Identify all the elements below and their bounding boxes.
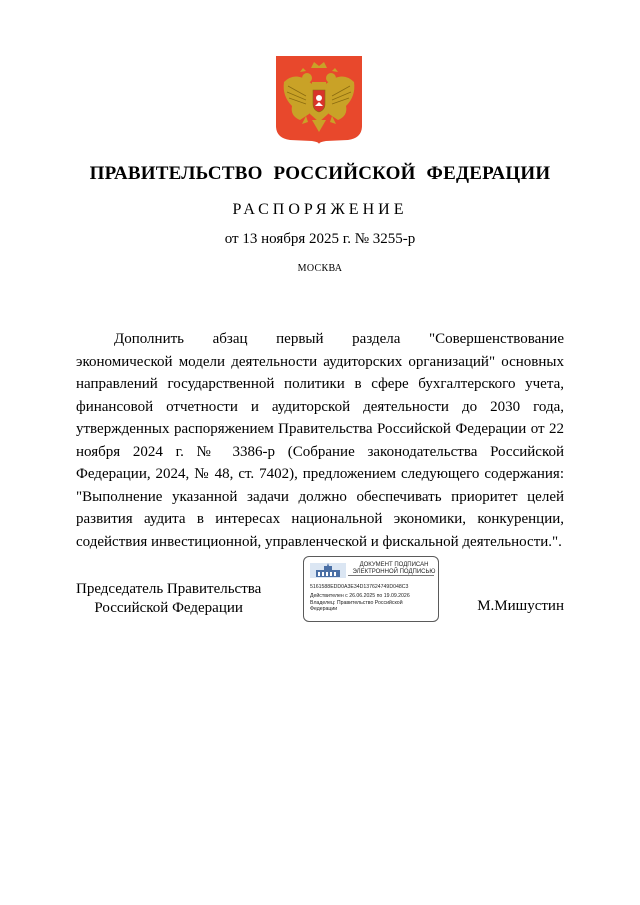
electronic-signature-stamp [303, 556, 439, 622]
government-title: ПРАВИТЕЛЬСТВО РОССИЙСКОЙ ФЕДЕРАЦИИ [89, 163, 551, 184]
signer-position-line1: Председатель Правительства [76, 581, 262, 597]
document-date-number: от 13 ноября 2025 г. № 3255-р [224, 231, 416, 247]
stamp-title-line2: ЭЛЕКТРОННОЙ ПОДПИСЬЮ [352, 569, 436, 575]
government-building-icon [310, 561, 346, 579]
stamp-validity: Действителен с 26.06.2025 по 19.09.2026 [310, 593, 410, 599]
stamp-divider [348, 575, 434, 576]
stamp-certificate: 5161588EDD0A3E34D137624749D048C3 [310, 584, 409, 590]
stamp-owner-line1: Владелец: Правительство Российской [310, 600, 403, 606]
document-type: РАСПОРЯЖЕНИЕ [232, 201, 408, 218]
stamp-title-line1: ДОКУМЕНТ ПОДПИСАН [359, 562, 429, 568]
coat-of-arms-icon [276, 56, 362, 144]
signer-position [76, 580, 261, 618]
signer-name: М.Мишустин [477, 598, 564, 614]
order-paragraph: Дополнить абзац первый раздела "Совершенствование экономической модели деятельности аудиторских организаций" основных направлений государственной политики в сфере бухгалтерского учета, финансовой отчетности и аудиторской деятельности до 2030 года, утвержденных распоряжением Правительства Российской Федерации от 22 ноября 2024 г. № 3386-р (Собрание законодательства Российской Федерации, 2024, № 48, ст. 7402), предложением следующего содержания: "Выполнение указанной задачи должно обеспечивать приоритет целей развития аудита в интересах национальной экономики, конкуренции, содействия инвестиционной, управленческой и фискальной деятельности.". [76, 331, 564, 550]
signer-position-line2: Российской Федерации [94, 600, 243, 616]
stamp-owner-line2: Федерации [310, 606, 338, 612]
stamp-title [352, 562, 436, 576]
document-city: МОСКВА [297, 263, 343, 274]
